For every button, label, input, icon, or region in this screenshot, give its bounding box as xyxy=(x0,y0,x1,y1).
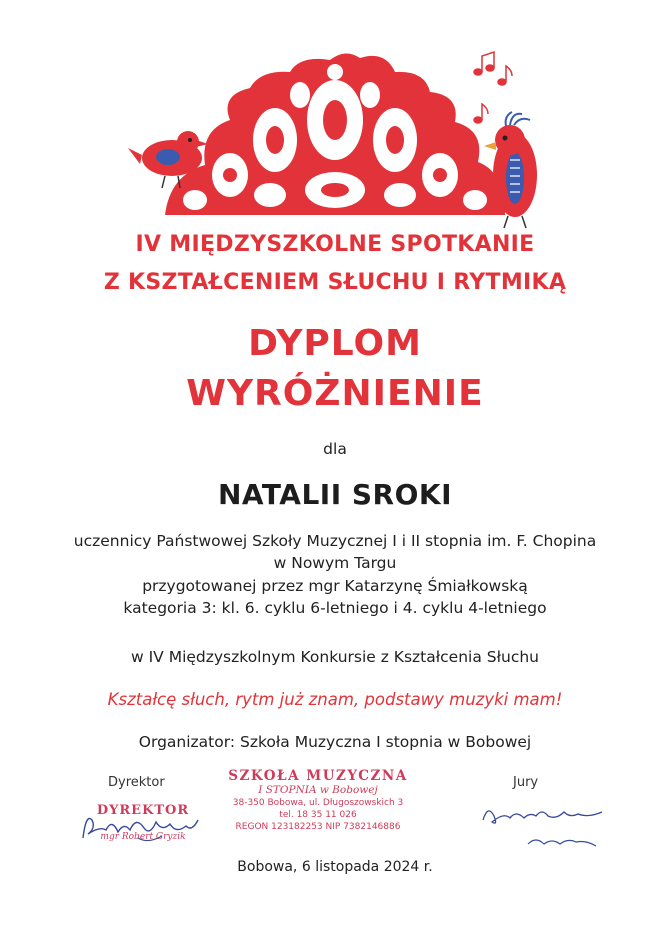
description-line4: kategoria 3: kl. 6. cyklu 6-letniego i 4. cyklu 4-letniego xyxy=(123,599,547,617)
school-stamp-ids: REGON 123182253 NIP 7382146886 xyxy=(235,822,401,832)
award-heading: WYRÓŻNIENIE xyxy=(186,373,484,414)
school-stamp-name: SZKOŁA MUZYCZNA xyxy=(228,768,408,784)
description-line2: w Nowym Targu xyxy=(273,554,397,572)
description-line3: przygotowanej przez mgr Katarzynę Śmiałkowską xyxy=(142,577,528,595)
director-stamp-title: DYREKTOR xyxy=(96,803,190,818)
organizer: Organizator: Szkoła Muzyczna I stopnia w Bobowej xyxy=(138,733,532,751)
jury-signature xyxy=(478,798,618,856)
school-stamp xyxy=(218,768,418,832)
event-title-line2: Z KSZTAŁCENIEM SŁUCHU I RYTMIKĄ xyxy=(103,270,567,295)
music-notes-icon xyxy=(474,52,512,123)
event-title-line1: IV MIĘDZYSZKOLNE SPOTKANIE xyxy=(135,232,535,257)
jury-label: Jury xyxy=(513,775,539,790)
school-stamp-phone: tel. 18 35 11 026 xyxy=(279,810,357,820)
director-label: Dyrektor xyxy=(108,775,165,790)
contest-name: w IV Międzyszkolnym Konkursie z Kształcenia Słuchu xyxy=(130,648,540,666)
recipient-name: NATALII SROKI xyxy=(217,478,453,511)
folk-lace-ornament xyxy=(0,0,670,230)
place-and-date: Bobowa, 6 listopada 2024 r. xyxy=(237,859,433,875)
description-line1: uczennicy Państwowej Szkoły Muzycznej I i II stopnia im. F. Chopina xyxy=(73,532,597,550)
director-stamp-name: mgr Robert Gryzik xyxy=(100,832,186,842)
motto: Kształcę słuch, rytm już znam, podstawy muzyki mam! xyxy=(107,690,563,709)
school-stamp-address: 38-350 Bobowa, ul. Długoszowskich 3 xyxy=(232,798,404,808)
school-stamp-level: I STOPNIA w Bobowej xyxy=(258,784,378,796)
for-label: dla xyxy=(323,440,347,458)
director-signature xyxy=(78,808,203,848)
diploma-heading: DYPLOM xyxy=(248,323,422,364)
